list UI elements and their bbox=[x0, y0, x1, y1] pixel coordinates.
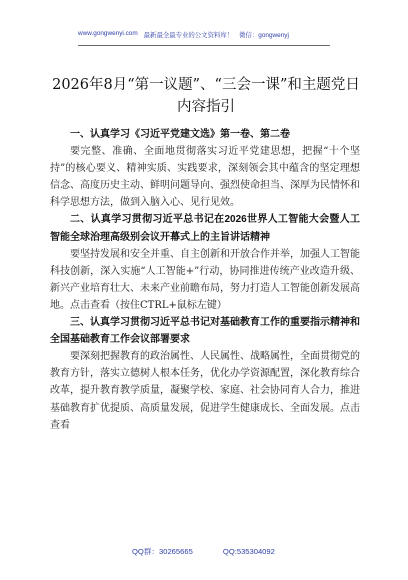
page-footer bbox=[132, 546, 275, 557]
document-body bbox=[50, 126, 360, 434]
section-text-3[interactable]: 要深刻把握教育的政治属性、人民属性、战略属性，全面贯彻党的教育方针，落实立德树人根本任务，优化办学资源配置，深化教育综合改革，提升教育教学质量，凝聚学校、家庭、社会协同育人合力，推进基础教育扩优提质、高质量发展，促进学生健康成长、全面发展。点击查看 bbox=[50, 351, 360, 431]
site-url[interactable]: www.gongwenyi.com bbox=[78, 30, 138, 37]
section-text-2[interactable]: 要坚持发展和安全并重、自主创新和开放合作并举，加强人工智能科技创新，深入实施“人工智能+”行动，协同推进传统产业改造升级、新兴产业培育壮大、未来产业前瞻布局，努力打造人工智能创新发展高地。点击查看（按住CTRL+鼠标左键） bbox=[50, 248, 360, 311]
footer-qq-group: QQ群：30265665 bbox=[132, 547, 193, 556]
section-text-1: 要完整、准确、全面地贯彻落实习近平党建思想，把握“十个坚持”的核心要义、精神实质、实践要求，深刻领会其中蕴含的坚定理想信念、高度历史主动、鲜明问题导向、强烈使命担当、深厚为民情怀和科学思想方法，做到入脑入心、见行见效。 bbox=[50, 146, 360, 209]
document-title: 2026年8月“第一议题”、“三会一课”和主题党日内容指引 bbox=[52, 77, 360, 115]
header-divider bbox=[78, 45, 330, 46]
section-heading-3: 三、认真学习贯彻习近平总书记对基础教育工作的重要指示精神和全国基础教育工作会议部署要求 bbox=[50, 317, 360, 346]
header-slogan: 最新最全最专业的公文资料库！ bbox=[143, 32, 234, 39]
section-heading-1: 一、认真学习《习近平党建文选》第一卷、第二卷 bbox=[70, 129, 290, 140]
section-heading-2: 二、认真学习贯彻习近平总书记在2026世界人工智能大会暨人工智能全球治理高级别会议开幕式上的主旨讲话精神 bbox=[50, 214, 360, 243]
page-header bbox=[78, 30, 330, 44]
footer-qq: QQ:535304092 bbox=[222, 547, 275, 556]
header-wechat: 微信：gongwenyj bbox=[239, 32, 289, 39]
